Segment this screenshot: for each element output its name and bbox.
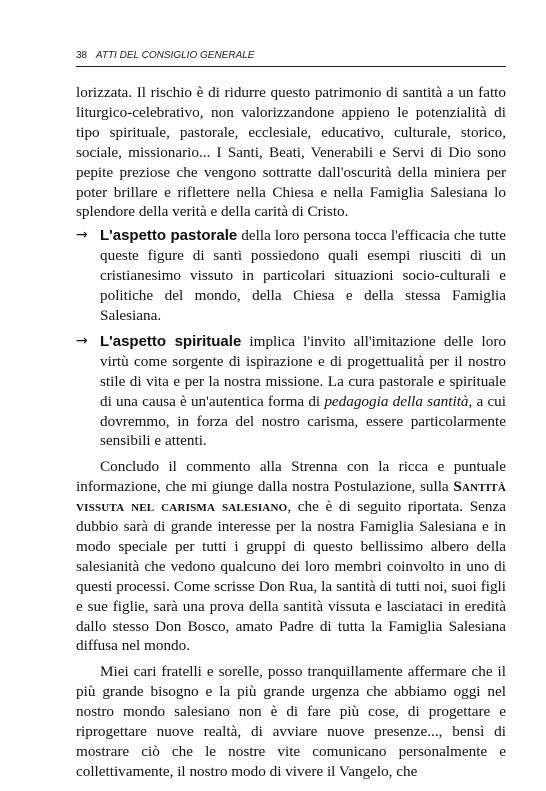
body-text [76,83,506,788]
bullet-lead: L'aspetto spirituale [100,332,242,350]
smallcaps-title: Santità vissuta nel carisma salesiano [76,478,506,516]
paragraph-text: Concludo il commento alla Strenna con la ricca e puntuale informazione, che mi giunge dalla nostra Postulazione, sulla [76,458,506,496]
arrow-icon: → [76,332,88,349]
page-number: 38 [76,50,88,61]
bullet-text: della loro persona tocca l'efficacia che tutte queste figure di santi possiedono quali esempi riusciti di un cristianesimo vissuto in particolari situazioni socio-culturali e politiche del mondo, della Chiesa e della stessa Famiglia Salesiana. [100,227,506,324]
bullet-spiritual [76,332,506,451]
bullet-italic: pedagogia della santità [324,392,469,410]
bullet-text: implica l'invito all'imitazione delle loro virtù come sorgente di ispirazione e di progettualità per il nostro stile di vita e per la nostra missione. La cura pastorale e spirituale di una causa è un'autentica forma di [100,332,506,410]
arrow-icon: → [76,227,88,244]
running-title: ATTI DEL CONSIGLIO GENERALE [95,50,255,61]
paragraph-conclusion [76,457,506,656]
bullet-text-end: , a cui dovremmo, in forza del nostro carisma, essere particolarmente sensibili e attenti. [100,392,506,450]
paragraph-text-end: , che è di seguito riportata. Senza dubbio sarà di grande interesse per la nostra Famiglia Salesiana e in modo speciale per tutti i gruppi di questo bellissimo albero della salesianità che vedono qualcuno dei loro membri coinvolto in uno di questi processi. Come scrisse Don Rua, la santità di tutti noi, suoi figli e sue figlie, sarà una prova della santità vissuta e lasciataci in eredità dallo stesso Don Bosco, amato Padre di tutta la Famiglia Salesiana diffusa nel mondo. [76,498,506,655]
paragraph-continuation: lorizzata. Il rischio è di ridurre questo patrimonio di santità a un fatto liturgico-celebrativo, non valorizzandone appieno le potenzialità di tipo spirituale, pastorale, ecclesiale, educativo, culturale, storico, sociale, missionario... I Santi, Beati, Venerabili e Servi di Dio sono pepite preziose che vengono sottratte dall'oscurità della miniera per poter brillare e riflettere nella Chiesa e nella Famiglia Salesiana lo splendore della verità e della carità di Cristo. [76,84,506,221]
bullet-pastoral [76,226,506,326]
bullet-lead: L'aspetto pastorale [100,227,238,245]
paragraph-final: Miei cari fratelli e sorelle, posso tranquillamente affermare che il più grande bisogno e la più grande urgenza che abbiamo oggi nel nostro mondo salesiano non è di fare più cose, di progettare e riprogettare nuove realtà, di avviare nuove presenze..., bensì di mostrare ciò che le nostre vite comunicano personalmente e collettivamente, il nostro modo di vivere il Vangelo, che [76,663,506,780]
header-rule [76,66,506,67]
running-header [76,50,506,61]
